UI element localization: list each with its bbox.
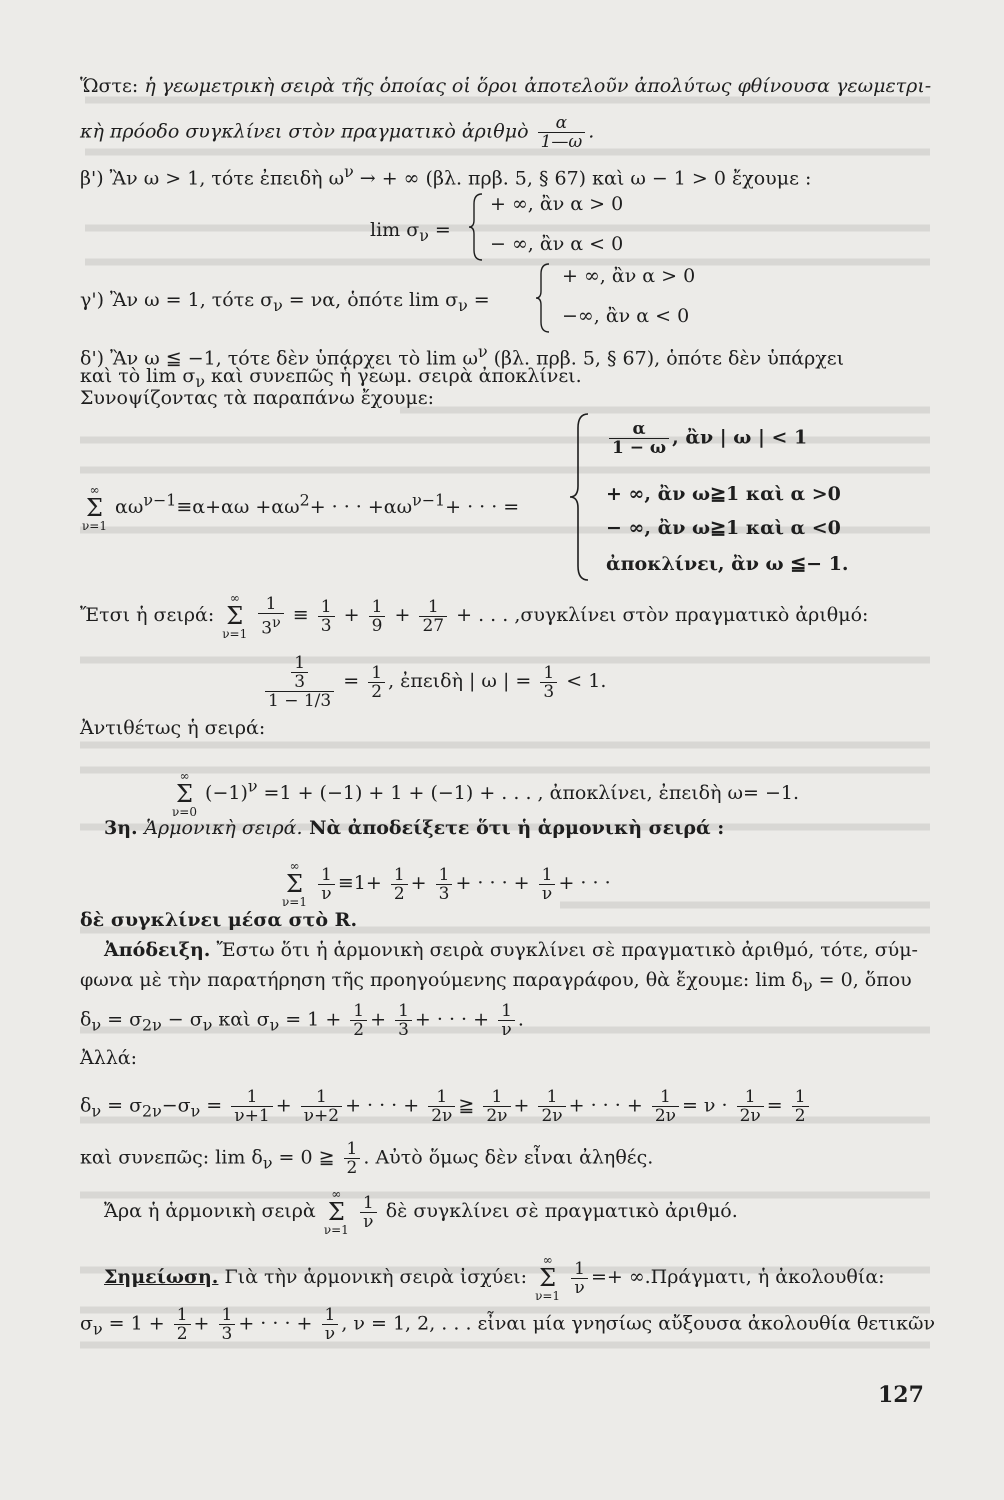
lower-limit: ν=1 (535, 1289, 561, 1303)
case-diverges: ἀποκλίνει, ἂν ω ≦− 1. (606, 553, 849, 575)
fraction (391, 866, 408, 903)
subscript: ν (419, 225, 429, 245)
text-segment: ≡1+ (337, 872, 382, 894)
sigma-operator (324, 1188, 349, 1236)
denominator: 1—ω (538, 132, 586, 151)
denominator: ν (360, 1212, 377, 1231)
upper-limit: ∞ (89, 483, 100, 497)
text-segment: + (394, 604, 411, 626)
denominator: ν (322, 1324, 339, 1343)
numerator: 1 (315, 1087, 327, 1107)
denominator: 3 (395, 1020, 412, 1039)
fraction (652, 1088, 679, 1125)
text-segment: = ν · (681, 1094, 728, 1117)
text-segment: lim σ (370, 219, 420, 241)
text-segment: 3η. (104, 817, 145, 839)
numerator: 1 (371, 596, 383, 617)
text-segment: + (513, 1094, 530, 1117)
numerator: 1 (659, 1087, 671, 1107)
text-segment: = (766, 1094, 783, 1117)
text-segment: Σημείωση. (104, 1266, 219, 1288)
proof-line-1 (104, 938, 954, 962)
fraction (540, 664, 557, 701)
text-segment: + · · · (558, 872, 611, 894)
denominator: 2 (344, 1158, 361, 1177)
denominator: 3 (436, 884, 453, 903)
text-segment: σ (80, 1312, 93, 1335)
denominator: 2 (391, 884, 408, 903)
numerator: 1 (362, 1192, 374, 1213)
text-segment: , ἂν | ω | < 1 (672, 426, 808, 449)
sigma: Σ (539, 1264, 557, 1292)
sigma-operator (172, 770, 197, 818)
numerator: 1 (321, 864, 332, 885)
denominator: ν (498, 1020, 515, 1039)
text-segment: καὶ τὸ lim σ (80, 365, 196, 387)
subscript: ν (202, 1015, 213, 1035)
text-segment: Ὥστε: (80, 75, 145, 97)
denominator: 2ν (483, 1106, 510, 1125)
lower-limit: ν=0 (172, 805, 197, 819)
text-segment: (−1) (205, 782, 248, 804)
gamma-line: γ') Ἂν ω = 1, τότε $\sigma_\nu = \nu\alpha$, ὁπότε $\lim \sigma_\nu$ = (80, 289, 490, 315)
fraction (291, 654, 308, 691)
numerator: 1 (744, 1087, 756, 1107)
denominator: 3 (318, 616, 335, 635)
lower-limit: ν=1 (222, 627, 248, 641)
denominator: 3 (540, 682, 557, 701)
text-segment: δ (80, 1094, 92, 1117)
antithesis-line: Ἀντιθέτως ἡ σειρά: (80, 717, 266, 739)
text-segment: =+ ∞.Πράγματι, ἡ ἀκολουθία: (590, 1266, 885, 1288)
fraction (322, 1306, 339, 1343)
text-segment: Ἄρα ἡ ἁρμονικὴ σειρὰ (104, 1200, 316, 1222)
denominator: 2ν (538, 1106, 565, 1125)
numerator: 1 (427, 596, 439, 617)
text-segment: −σ (161, 1094, 191, 1117)
numerator: 1 (221, 1305, 233, 1325)
case-minus-infinity: − ∞, ἂν ω≧1 καὶ α <0 (606, 517, 841, 539)
page-number: 127 (878, 1382, 924, 1408)
text-segment: + · · · +αω (309, 496, 413, 518)
text-segment: (βλ. πρβ. 5, § 67), ὁπότε δὲν ὑπάρχει (487, 347, 845, 370)
denominator: ν (318, 884, 335, 903)
fraction (538, 114, 586, 151)
numerator: α (632, 419, 646, 439)
subscript: ν (262, 1153, 273, 1173)
text-segment: Ἁρμονικὴ σειρά. (144, 817, 303, 839)
numerator: 1 (546, 1087, 558, 1107)
text-segment: − σ (161, 1008, 203, 1031)
subscript: ν (273, 295, 283, 315)
denominator: 9 (369, 616, 386, 635)
conclusion-line (104, 1188, 954, 1236)
denominator: ν+1 (231, 1106, 272, 1125)
text-segment: = 1 + (102, 1312, 165, 1335)
fraction (344, 1140, 361, 1177)
fraction (318, 598, 335, 635)
fraction (231, 1088, 272, 1125)
text-line-1 (80, 74, 930, 98)
fraction (571, 1260, 588, 1297)
text-segment: =1 + (−1) + 1 + (−1) + . . . , ἀποκλίνει, ἐπειδὴ ω= −1. (257, 782, 799, 804)
superscript: ν (344, 162, 354, 181)
sigma-operator (82, 484, 107, 532)
subscript: 2ν (142, 1015, 162, 1035)
text-segment: + (343, 604, 360, 626)
subscript: 2ν (142, 1101, 162, 1121)
text-segment: + · · · + (345, 1094, 420, 1117)
text-segment: . Αὐτὸ ὅμως δὲν εἶναι ἀληθές. (363, 1146, 654, 1169)
numerator: 1 (491, 1087, 503, 1107)
numerator: 1 (320, 596, 332, 617)
alla-line: Ἀλλά: (80, 1047, 138, 1069)
text-segment: + (410, 872, 427, 894)
numerator: 1 (501, 1001, 512, 1021)
sigma: Σ (286, 870, 303, 898)
text-segment: , ἐπειδὴ | ω | = (388, 670, 532, 692)
denominator: 3 (219, 1324, 236, 1343)
note-line (104, 1254, 954, 1302)
text-segment: = 1 + (279, 1008, 342, 1031)
sigma-operator (222, 592, 247, 640)
proof-line-2 (80, 968, 930, 998)
fraction (538, 1088, 565, 1125)
case-positive: + ∞, ἂν α > 0 (490, 193, 624, 215)
numerator: 1 (176, 1305, 188, 1325)
fraction (258, 595, 283, 638)
numerator: 1 (398, 1001, 409, 1021)
numerator: 1 (346, 1139, 358, 1159)
numerator: α (555, 113, 568, 133)
fraction (369, 598, 386, 635)
fraction (174, 1306, 191, 1343)
subscript: ν (92, 1319, 103, 1339)
text-segment: = να, ὁπότε lim σ (282, 289, 459, 311)
text-segment: Ἔτσι ἡ σειρά: (80, 604, 215, 626)
text-segment: = (428, 219, 451, 241)
denominator: 27 (419, 616, 447, 635)
superscript: ν (247, 776, 258, 796)
text-segment: + (275, 1094, 292, 1117)
denominator: ν+2 (301, 1106, 342, 1125)
subscript: ν (269, 1015, 280, 1035)
denominator (258, 613, 283, 638)
text-segment: = 0 ≧ (272, 1146, 335, 1169)
text-segment: + (193, 1312, 210, 1335)
text-segment: καὶ συνεπῶς: lim δ (80, 1146, 263, 1169)
text-segment: ἡ γεωμετρικὴ σειρὰ τῆς ὁποίας οἱ ὅροι ἀποτελοῦν ἀπολύτως φθίνουσα γεωμετρι- (144, 75, 932, 97)
case-negative: −∞, ἂν α < 0 (562, 305, 690, 327)
subscript: ν (190, 1101, 201, 1121)
upper-limit: ∞ (331, 1187, 342, 1201)
delta-definition: $\delta_\nu = \sigma_{2\nu} - \sigma_\nu$ καὶ $\sigma_\nu = 1$ + $\frac{1}{2}$ + $\frac{1}{3}$ + · · · + $\frac{1}{\nu}$ . (80, 1001, 524, 1040)
text-segment: + · · · + (238, 1312, 313, 1335)
fraction (368, 664, 385, 701)
text-segment: ≡α+αω +αω (176, 496, 300, 518)
text-segment: καὶ συνεπῶς ἡ γεωμ. σειρὰ ἀποκλίνει. (205, 365, 582, 387)
denominator: ν (539, 884, 556, 903)
fraction (737, 1088, 764, 1125)
subscript: ν (91, 1101, 102, 1121)
text-segment: Ἀπόδειξη. (104, 939, 211, 961)
numerator: 1 (324, 1305, 336, 1325)
text-segment: 3 (261, 618, 273, 639)
text-segment: + · · · + (568, 1094, 643, 1117)
numerator: 1 (574, 1258, 585, 1279)
fraction (350, 1002, 367, 1039)
left-brace (468, 192, 484, 262)
fraction (539, 866, 556, 903)
text-segment: καὶ σ (212, 1008, 270, 1031)
fraction (609, 420, 669, 457)
lower-limit: ν=1 (282, 895, 307, 909)
lower-limit: ν=1 (82, 519, 107, 533)
upper-limit: ∞ (542, 1253, 553, 1267)
text-segment: Ἔστω ὅτι ἡ ἁρμονικὴ σειρὰ συγκλίνει σὲ πραγματικὸ ἀριθμό, τότε, σύμ- (210, 939, 918, 961)
text-segment: + · · · + (455, 872, 530, 894)
consequence-line (80, 1140, 930, 1177)
lower-limit: ν=1 (323, 1223, 349, 1237)
text-segment: + . . . ,συγκλίνει στὸν πραγματικὸ ἀριθμό: (456, 604, 869, 626)
fraction (419, 598, 447, 635)
denominator: 1 − ω (609, 438, 669, 457)
left-brace (535, 262, 551, 334)
numerator (265, 654, 334, 691)
geometric-sum (80, 484, 530, 532)
numerator: 1 (353, 1001, 365, 1021)
superscript: 2 (299, 490, 310, 510)
case-converges (606, 420, 906, 457)
subscript: ν (458, 295, 468, 315)
numerator: 1 (265, 593, 277, 614)
text-segment: = σ (101, 1008, 143, 1031)
text-segment: ≡ (292, 604, 309, 626)
alternating-series (170, 770, 890, 818)
text-segment: = (200, 1094, 223, 1117)
text-segment: β') Ἂν ω > 1, τότε ἐπειδὴ ω (80, 167, 345, 190)
summary-line: Συνοψίζοντας τὰ παραπάνω ἔχουμε: (80, 387, 435, 409)
superscript: ν−1 (412, 490, 446, 510)
text-segment: < 1. (566, 670, 607, 692)
fraction (301, 1088, 342, 1125)
fraction (360, 1194, 377, 1231)
numerator: 1 (294, 653, 306, 673)
superscript: ν−1 (143, 490, 177, 510)
superscript: ν (272, 614, 281, 631)
text-segment: αω (115, 496, 144, 518)
fraction (318, 866, 335, 903)
sigma: Σ (176, 780, 193, 808)
numerator: 1 (543, 662, 555, 683)
final-line (80, 1305, 936, 1344)
case-positive: + ∞, ἂν α > 0 (562, 265, 696, 287)
left-brace (568, 412, 592, 582)
numerator: 1 (438, 864, 450, 885)
numerator: 1 (393, 864, 405, 885)
fraction (265, 654, 334, 710)
denominator: 2 (792, 1106, 809, 1125)
case-plus-infinity: + ∞, ἂν ω≧1 καὶ α >0 (606, 483, 841, 505)
denominator: 2 (368, 682, 385, 701)
text-segment: γ') Ἂν ω = 1, τότε σ (80, 289, 274, 311)
text-segment: → + ∞ (βλ. πρβ. 5, § 67) καὶ ω − 1 > 0 ἔχουμε : (353, 167, 812, 190)
denominator: ν (571, 1278, 588, 1297)
section-heading (104, 816, 954, 840)
text-segment: + · · · = (445, 496, 520, 518)
denominator: 2ν (652, 1106, 679, 1125)
denominator: 3 (291, 672, 308, 691)
sigma: Σ (327, 1198, 345, 1226)
example-series-line (80, 592, 930, 640)
harmonic-series (280, 860, 700, 908)
subscript: ν (91, 1015, 102, 1035)
fraction (498, 1002, 515, 1039)
denominator: 1 − 1/3 (265, 691, 334, 710)
case-negative: − ∞, ἂν α < 0 (490, 233, 624, 255)
numerator: 1 (794, 1087, 806, 1107)
fraction (792, 1088, 809, 1125)
text-segment: δ') Ἂν ω ≦ −1, τότε δὲν ὑπάρχει τὸ lim ω (80, 347, 478, 370)
subscript: ν (802, 975, 813, 995)
text-segment: + · · · + (414, 1008, 490, 1031)
upper-limit: ∞ (179, 769, 190, 783)
fraction (219, 1306, 236, 1343)
example-sum-result (262, 654, 682, 710)
text-segment: ≧ (458, 1094, 475, 1117)
fraction (483, 1088, 510, 1125)
numerator: 1 (436, 1087, 448, 1107)
superscript: ν (477, 342, 488, 361)
text-segment: = 0, ὅπου (812, 969, 912, 991)
fraction (436, 866, 453, 903)
text-segment: δ (80, 1008, 92, 1031)
text-segment: φωνα μὲ τὴν παρατήρηση τῆς προηγούμενης παραγράφου, θὰ ἔχουμε: lim δ (80, 969, 803, 991)
denominator: 2 (174, 1324, 191, 1343)
sigma-operator (282, 860, 307, 908)
sigma: Σ (226, 602, 244, 630)
numerator: 1 (541, 864, 553, 885)
text-line-2: κὴ πρόοδο συγκλίνει στὸν πραγματικὸ ἀριθμὸ $\frac{\alpha}{1—\omega}$ . (80, 113, 595, 152)
denominator: 2 (350, 1020, 367, 1039)
text-segment: δὲ συγκλίνει σὲ πραγματικὸ ἀριθμό. (385, 1200, 738, 1222)
text-segment: , ν = 1, 2, . . . εἶναι μία γνησίως αὔξουσα ἀκολουθία θετικῶν (341, 1312, 936, 1335)
fraction (428, 1088, 455, 1125)
fraction (395, 1002, 412, 1039)
subscript: ν (195, 371, 205, 391)
denominator: 2ν (737, 1106, 764, 1125)
text-segment: Γιὰ τὴν ἁρμονικὴ σειρὰ ἰσχύει: (218, 1266, 528, 1288)
text-segment: = σ (101, 1094, 143, 1117)
sigma: Σ (86, 494, 103, 522)
beta-line (80, 160, 930, 190)
upper-limit: ∞ (229, 591, 240, 605)
harmonic-claim: δὲ συγκλίνει μέσα στὸ R. (80, 909, 358, 931)
text-segment: κὴ πρόοδο συγκλίνει στὸν πραγματικὸ ἀριθμὸ (80, 120, 529, 143)
numerator: 1 (246, 1087, 258, 1107)
text-segment: Νὰ ἀποδείξετε ὅτι ἡ ἁρμονικὴ σειρά : (302, 817, 725, 839)
denominator: 2ν (428, 1106, 455, 1125)
inequality-chain (80, 1088, 930, 1125)
numerator: 1 (371, 662, 383, 683)
sigma-operator (535, 1254, 560, 1302)
text-segment: + (370, 1008, 387, 1031)
text-segment: = (343, 670, 360, 692)
upper-limit: ∞ (289, 859, 300, 873)
